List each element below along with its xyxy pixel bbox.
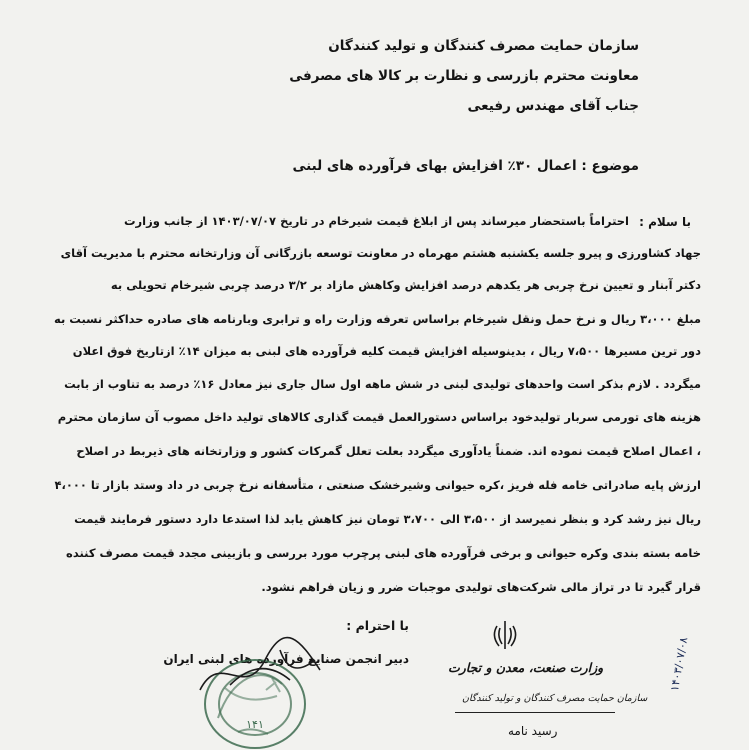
body-line: احتراماً باستحضار میرساند پس از ابلاغ قیمت شیرخام در تاریخ ۱۴۰۳/۰۷/۰۷ از جانب وزارت [123, 214, 629, 228]
body-line: ریال نیز رشد کرد و بنظر نمیرسد از ۳،۵۰۰ الی ۳،۷۰۰ تومان نیز کاهش یابد لذا استدعا دارد دستور فرمایند قیمت [74, 512, 701, 526]
stamp-organization: سازمان حمایت مصرف کنندگان و تولید کنندگان [462, 693, 648, 704]
signature [190, 630, 340, 710]
recipient-deputy: معاونت محترم بازرسی و نظارت بر کالا های مصرفی [289, 68, 639, 84]
edge-handwritten-number: ۱۴۰۳/۰۷/۰۸ [668, 636, 691, 693]
recipient-organization: سازمان حمایت مصرف کنندگان و تولید کنندگان [328, 38, 639, 54]
seal-number: ۱۴۱ [246, 718, 264, 731]
closing: با احترام : [346, 618, 409, 633]
recipient-person: جناب آقای مهندس رفیعی [467, 98, 639, 114]
stamp-divider [455, 712, 615, 713]
iran-emblem-icon [485, 618, 525, 652]
body-line: ارزش پایه صادراتی خامه فله فریز ،کره حیوانی وشیرخشک صنعتی ، متأسفانه نرخ چربی در داد وستد بازار تا ۴،۰۰۰ [54, 478, 701, 492]
body-line: مبلغ ۳،۰۰۰ ریال و نرخ حمل ونقل شیرخام براساس تعرفه وزارت راه و ترابری وبارنامه های صادره حداکثر نسبت به [54, 312, 701, 326]
ministry-name: وزارت صنعت، معدن و تجارت [448, 660, 604, 675]
body-line: ، اعمال اصلاح قیمت نموده اند. ضمناً یادآوری میگردد بعلت تعلل گمرکات کشور و وزارتخانه های ذیربط در اصلاح [76, 444, 701, 458]
letter-subject: موضوع : اعمال ۳۰٪ افزایش بهای فرآورده های لبنی [292, 158, 639, 174]
body-line: هزینه های تورمی سربار تولیدخود براساس دستورالعمل قیمت گذاری کالاهای تولید داخل مصوب آن سازمان محترم [57, 410, 701, 424]
body-line: دور ترین مسیرها ۷،۵۰۰ ریال ، بدینوسیله افزایش قیمت کلیه فرآورده های لبنی به میزان ۱۴٪ ازتاریخ فوق اعلان [72, 344, 701, 358]
body-line: میگردد . لازم بذکر است واحدهای تولیدی لبنی در شش ماهه اول سال جاری نیز معادل ۱۶٪ درصد به تناوب از بابت [64, 377, 701, 391]
body-line: قرار گیرد تا در تراز مالی شرکت‌های تولیدی موجبات ضرر و زیان فراهم نشود. [261, 580, 701, 594]
receipt-label: رسید نامه [508, 724, 558, 738]
signatory: دبیر انجمن صنایع فرآورده های لبنی ایران [163, 652, 409, 666]
body-line: خامه بسته بندی وکره حیوانی و برخی فرآورده های لبنی پرچرب مورد بررسی و بازبینی مجدد قیمت مصرف کننده [66, 546, 701, 560]
salutation: با سلام : [639, 215, 691, 229]
body-line: دکتر آبنار و تعیین نرخ چربی هر یکدهم درصد افزایش وکاهش مازاد بر ۳/۲ درصد چربی شیرخام تحویلی به [110, 278, 701, 292]
body-line: جهاد کشاورزی و پیرو جلسه یکشنبه هشتم مهرماه در معاونت توسعه بازرگانی آن وزارتخانه محترم با مدیریت آقای [60, 246, 701, 260]
